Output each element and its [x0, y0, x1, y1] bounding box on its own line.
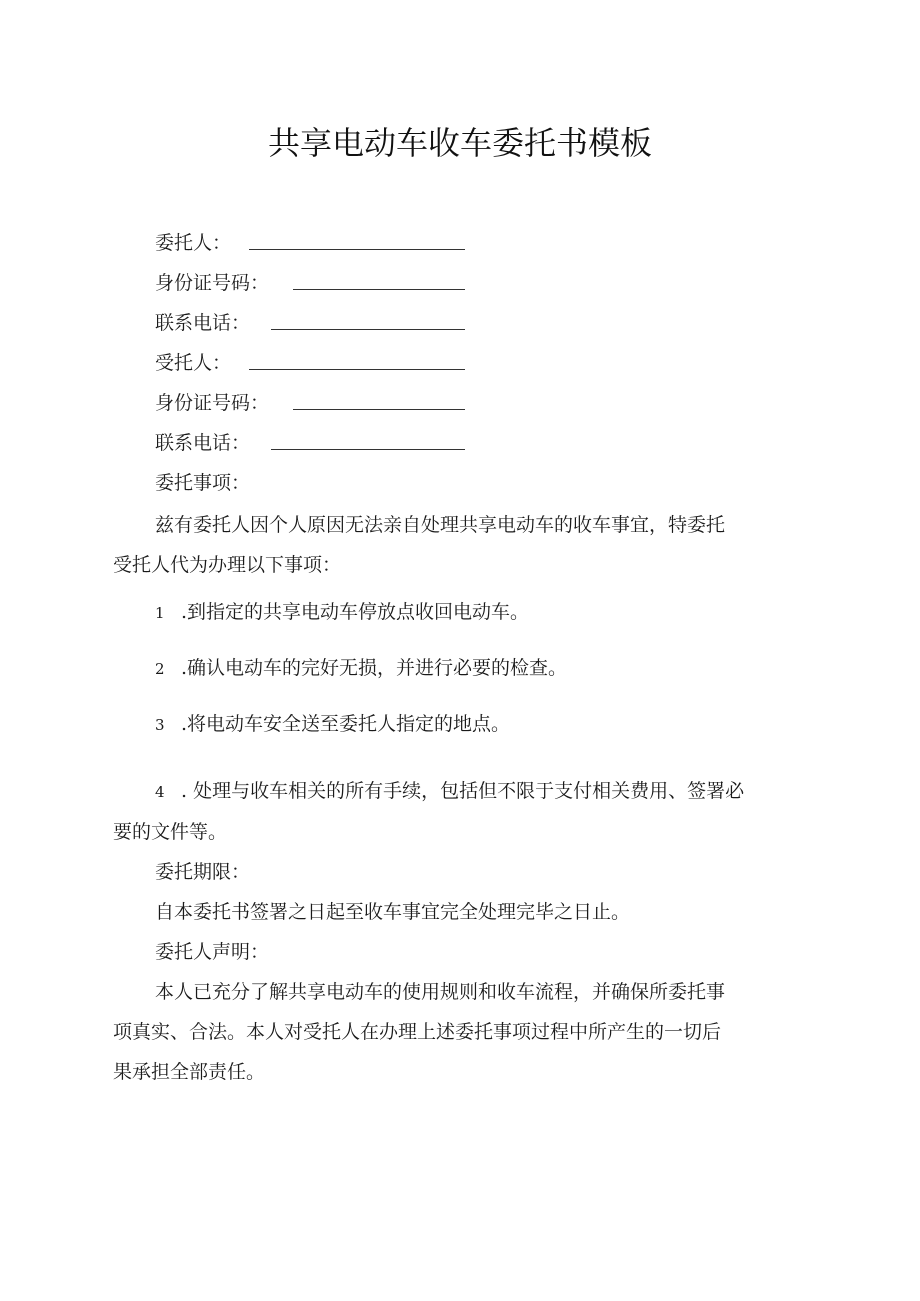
agent-name-field [155, 348, 231, 378]
item-number: 4 [155, 783, 165, 801]
agent-phone-field [155, 428, 250, 458]
blank-line[interactable] [271, 449, 465, 450]
matters-intro [113, 505, 813, 585]
field-label: 受托人： [155, 352, 232, 374]
item-text: .确认电动车的完好无损，并进行必要的检查。 [181, 657, 568, 679]
statement-paragraph [113, 972, 813, 1092]
paragraph-line: 果承担全部责任。 [113, 1061, 266, 1083]
list-item [155, 709, 510, 740]
principal-name-field [155, 228, 231, 258]
list-item [155, 597, 529, 628]
agent-id-field [155, 388, 269, 418]
item-text: .将电动车安全送至委托人指定的地点。 [181, 713, 511, 735]
field-label: 联系电话： [155, 312, 251, 334]
blank-line[interactable] [271, 329, 465, 330]
field-label: 委托人： [155, 232, 232, 254]
principal-phone-field [155, 308, 250, 338]
list-item [155, 653, 567, 684]
item-number: 2 [155, 660, 165, 678]
paragraph-line: 兹有委托人因个人原因无法亲自处理共享电动车的收车事宜，特委托 [155, 514, 726, 536]
principal-id-field [155, 268, 269, 298]
blank-line[interactable] [249, 249, 465, 250]
list-item [113, 771, 813, 852]
field-label: 身份证号码： [155, 392, 270, 414]
item-number: 1 [155, 604, 165, 622]
blank-line[interactable] [293, 289, 465, 290]
item-number: 3 [155, 716, 165, 734]
blank-line[interactable] [293, 409, 465, 410]
term-text: 自本委托书签署之日起至收车事宜完全处理完毕之日止。 [155, 901, 631, 923]
document-title: 共享电动车收车委托书模板 [267, 124, 652, 162]
paragraph-line: 要的文件等。 [113, 821, 228, 843]
paragraph-line: 项真实、合法。本人对受托人在办理上述委托事项过程中所产生的一切后 [113, 1021, 722, 1043]
term-heading: 委托期限： [155, 861, 251, 883]
statement-heading: 委托人声明： [155, 941, 270, 963]
paragraph-line: 受托人代为办理以下事项： [113, 554, 342, 576]
item-text: . 处理与收车相关的所有手续，包括但不限于支付相关费用、签署必 [181, 780, 745, 802]
paragraph-line [113, 771, 813, 812]
field-label: 身份证号码： [155, 272, 270, 294]
field-label: 联系电话： [155, 432, 251, 454]
item-text: .到指定的共享电动车停放点收回电动车。 [181, 601, 530, 623]
matters-heading: 委托事项： [155, 472, 251, 494]
paragraph-line: 本人已充分了解共享电动车的使用规则和收车流程，并确保所委托事 [155, 981, 726, 1003]
blank-line[interactable] [249, 369, 465, 370]
